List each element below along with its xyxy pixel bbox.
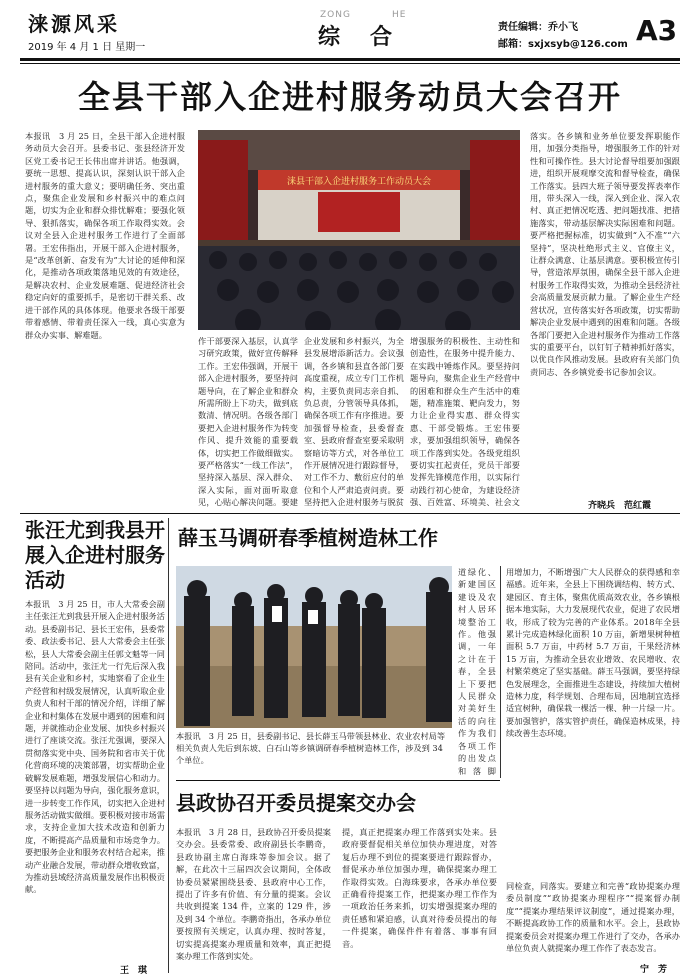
meeting-photo-image bbox=[198, 130, 520, 330]
masthead-rule-thin bbox=[20, 63, 680, 64]
meeting-photo bbox=[198, 130, 520, 330]
article1-reporter: 齐晓兵 范红霞 bbox=[588, 501, 652, 511]
article4-col1: 本报讯 3 月 28 日，县政协召开委员提案交办会。县委常委、政府副县长李鹏奇，县政协副主席白海珠等参加会议。据了解，在此次十三届四次会议期间，全体政协委员紧紧围绕县委、县政府中心工作，提出了许多有价值、有分量的提案。会议共收到提案 134 件，立案的 129 件，涉及到 34 个单位。李鹏奇指出，各承办单位要按照有关规定，认真办理、按时答复，切实提高提案办理质量和效率，真正把提案办理工作落到实处。 bbox=[176, 827, 331, 962]
page-number: A3 bbox=[636, 14, 678, 47]
article4-reporter: 宁 芳 bbox=[640, 965, 668, 975]
article2-headline: 张汪尤到我县开展入企进村服务活动 bbox=[25, 518, 165, 592]
column-divider-2 bbox=[500, 566, 501, 778]
headline-main: 全县干部入企进村服务动员大会召开 bbox=[77, 78, 622, 116]
tree-planting-photo-image bbox=[176, 566, 452, 728]
article2-reporter: 王 琪 bbox=[120, 966, 148, 976]
editor-email: 邮箱：sxjxsyb@126.com bbox=[498, 39, 628, 50]
article3-right-col: 用增加力，不断增强广大人民群众的获得感和幸福感。近年来，全县上下围绕调结构、转方式、建园区、育主体，聚焦优质高效农业，各乡镇根据本地实际，大力发展现代农业，促进了农民增收，形成了较为完善的产业体系。2018年全县累计完成造林绿化面积 10 万亩，新增果树种植面积 5.7 万亩，中药材 5.7 万亩，干果经济林 15 万亩，为推动全县农业增效、农民增收、农村繁荣奠定了坚实基础。薛玉马强调，要坚持绿色发展理念，全面推进生态建设，持续加大植树造林力度，科学规划、合理布局，因地制宜选择适宜树种，确保栽一棵活一棵、种一片绿一片。要加强管护，落实管护责任，确保造林成果，持续改善生态环境。 bbox=[506, 567, 680, 739]
article3-headline: 薛玉马调研春季植树造林工作 bbox=[178, 526, 438, 550]
article4-col2: 提，真正把提案办理工作落到实处来。县政府要督促相关单位加快办理进度，对答复后办理不到位的提案要进行跟踪督办，督促承办单位加强办理，确保提案办理工作取得实效。白海珠要求，各承办单位要正确看待提案工作，把提案办理工作作为一项政治任务来抓，切实增强提案办理的责任感和紧迫感，认真对待委员提出的每一件提案，确保件件有着落、事事有回音。 bbox=[342, 827, 497, 949]
article3-narrow-col: 道绿化、新建国区建设及农村人居环境整治工作。他强调，一年之计在于春，全县上下要把人民群众对美好生活的向往作为我们各项工作的出发点和落脚 bbox=[458, 567, 496, 776]
section-en-2: HE bbox=[392, 10, 407, 20]
tree-planting-photo bbox=[176, 566, 452, 728]
article1-col3: 企业发展和乡村振兴，为全县发展增添新活力。会议强调，各乡镇和县直各部门要高度重视，成立专门工作机构，主要负责同志亲自抓、负总责，分管领导具体抓，确保各项工作有序推进。要加强督导检查，县委督查室、县政府督查室要采取明察暗访等方式，对各单位工作开展情况进行跟踪督导，对工作不力、敷衍应付的单位和个人严肃追责问责。要坚持把入企进村服务与脱贫 bbox=[304, 336, 404, 508]
section-en-1: ZONG bbox=[320, 10, 351, 20]
article4-headline: 县政协召开委员提案交办会 bbox=[176, 791, 416, 815]
section-divider-2 bbox=[176, 780, 500, 781]
section-divider bbox=[20, 513, 680, 514]
article2-body: 本报讯 3 月 25 日，市人大常委会副主任张汪尤到我县开展入企进村服务活动。县委副书记、县长王宏伟，县委常委、政法委书记、县人大常委会主任张松，县人大常委会副主任郭文魁等一同陪同。活动中，张汪尤一行先后深入我县有关企业和乡村，实地察看了企业生产经营和村级发展情况，认真听取企业负责人和村干部的情况介绍，详细了解企业和村集体在发展中遇到的困难和问题，并就推动企业发展、加快乡村振兴进行了座谈交流。张汪尤强调，要深入贯彻落实党中央、国务院和省市关于优化营商环境的决策部署，切实帮助企业破解发展难题，增强发展信心和动力。要坚持以问题为导向，强化服务意识，进一步转变工作作风，切实把入企进村服务活动做实做细。要积极对接市场需求，支持企业加大技术改造和创新力度，不断提高产品质量和市场竞争力。要把服务企业和服务农村结合起来，推动产业融合发展，带动群众增收致富，为推动县域经济高质量发展作出积极贡献。 bbox=[25, 599, 165, 895]
editor-credit: 责任编辑：乔小飞 bbox=[498, 22, 578, 33]
banner-text: 涞县干部入企进村服务工作动员大会 bbox=[286, 177, 432, 187]
masthead-rule bbox=[20, 58, 680, 61]
article1-col2: 作干部要深入基层，认真学习研究政策，做好宣传解释工作。王宏伟强调，开展干部入企进村服务，要坚持问题导向，在了解企业和群众所需所盼上下功夫，做到底数清、情况明。各级各部门要把入企进村服务作为转变作风、提升效能的重要载体，切实把工作做细做实。要严格落实“一线工作法”，坚持深入基层、深入群众、深入实际，面对面听取意见，心贴心解决问题。要建 bbox=[198, 336, 298, 508]
article1-col1: 本报讯 3 月 25 日，全县干部入企进村服务动员大会召开。县委书记、张县经济开发区党工委书记王长伟出席并讲话。他强调，要统一思想、提高认识，深刻认识干部入企进村服务的重大意义；要明确任务、突出重点，聚焦企业发展和乡村振兴中的难点问题，切实为企业和群众排忧解难；要强化领导、狠抓落实，确保各项工作取得实效。会议对全县入企进村服务工作进行了全面部署。王宏伟指出，开展干部入企进村服务，是“改革创新、奋发有为”大讨论的延伸和深化，是推动各项政策落地见效的有效途径，是解决农村、企业发展难题、促进经济社会稳定向好的重要抓手，是密切干群关系、改进干部作风的具体体现。他要求各级干部要带着感情、带着责任深入一线，真心实意为群众办实事、解难题。 bbox=[25, 131, 185, 340]
section-title bbox=[310, 10, 430, 50]
section-zh: 综合 bbox=[317, 24, 422, 50]
issue-date: 2019 年 4 月 1 日 星期一 bbox=[28, 42, 146, 53]
article3-caption: 本报讯 3 月 25 日，县委副书记、县长薛玉马带领县林业、农业农村局等相关负责人先后到东坡、白石山等乡镇调研春季植树造林工作，涉及到 34 个单位。 bbox=[176, 731, 446, 765]
article4-col3: 同检查，同落实。要建立和完善“政协提案办理委员制度”“政协提案办理程序”“提案督办制度”“提案办理结果评议制度”，通过提案办理，不断提高政协工作的质量和水平。会上，县政协提案委员会对提案办理工作进行了交办，各承办单位负责人就提案办理工作作了表态发言。 bbox=[506, 881, 680, 954]
paper-name: 涞源风采 bbox=[28, 12, 120, 36]
article1-col5: 落实。各乡镇和业务单位要发挥职能作用，加强分类指导，增强服务工作的针对性和可操作性。县大讨论督导组要加强跟进，组织开展观摩交流和督导检查，确保工作落实。县四大班子领导要发挥表率作用，带头深入一线，深入到企业、深入农村、真正把情况吃透、把问题找准、把措施落实，带动基层解决实际困难和问题。要严格把握标准，切实做到“入不准”“六坚持”，坚决杜绝形式主义、官僚主义，让群众满意、让基层满意。要积极宣传引导，营造浓厚氛围，确保全县干部入企进村服务工作取得实效，为推动全县经济社会高质量发展贡献力量。了解企业生产经营状况，宣传落实好各项政策，切实帮助解决企业发展中遇到的困难和问题。各级各部门要把入企进村服务作为推动工作落实的重要平台，以钉钉子精神抓好落实，以优良作风推动发展。县政府有关部门负责同志、各乡镇党委书记参加会议。 bbox=[530, 131, 680, 377]
column-divider bbox=[168, 518, 169, 973]
article1-col4: 增强服务的积极性、主动性和创造性，在服务中提升能力、在实践中锤炼作风。要坚持问题导向，聚焦企业生产经营中的困难和群众生产生活中的难题，精准施策、靶向发力，努力让企业得实惠、群众得实惠、干部受锻炼。王宏伟要求，要加强组织领导，确保各项工作落到实处。各级党组织要切实扛起责任，党员干部要发挥先锋模范作用，以实际行动践行初心使命，为建设经济强、百姓富、环境美、社会文 bbox=[410, 336, 520, 508]
masthead bbox=[20, 8, 680, 60]
